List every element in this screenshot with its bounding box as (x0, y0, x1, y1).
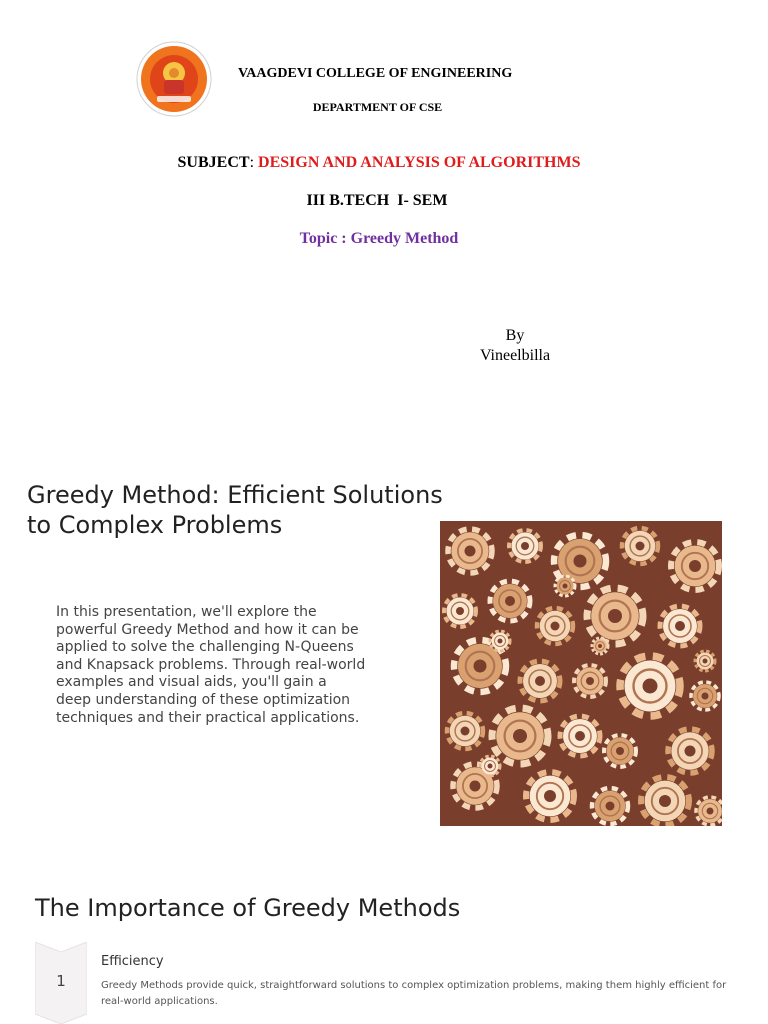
step-number: 1 (56, 972, 66, 990)
subject-line (0, 154, 758, 172)
subject-label: SUBJECT (177, 154, 250, 171)
author-name: Vineelbilla (479, 347, 551, 364)
slide-title: Greedy Method: Efficient Solutions to Complex Problems (27, 481, 443, 539)
section-title: The Importance of Greedy Methods (35, 894, 461, 922)
item-description: Greedy Methods provide quick, straightforward solutions to complex optimization problems, making them highly efficient for real-world applications. (101, 980, 727, 1007)
subject-value: DESIGN AND ANALYSIS OF ALGORITHMS (258, 154, 581, 171)
gears-pattern-image (440, 521, 722, 826)
department-name: DEPARTMENT OF CSE (312, 100, 443, 114)
by-label: By (505, 327, 525, 344)
subject-colon: : (249, 154, 255, 171)
topic-line: Topic : Greedy Method (299, 230, 459, 247)
item-title: Efficiency (101, 954, 164, 969)
semester-line: III B.TECH I- SEM (306, 192, 448, 209)
author-block (470, 326, 560, 366)
college-name: VAAGDEVI COLLEGE OF ENGINEERING (238, 66, 513, 81)
intro-paragraph: In this presentation, we'll explore the powerful Greedy Method and how it can be applied to solve the challenging N-Queens and Knapsack problems. Through real-world examples and visual aids, you'll gain a deep understanding of these optimization techniques and their practical applications. (56, 604, 366, 726)
